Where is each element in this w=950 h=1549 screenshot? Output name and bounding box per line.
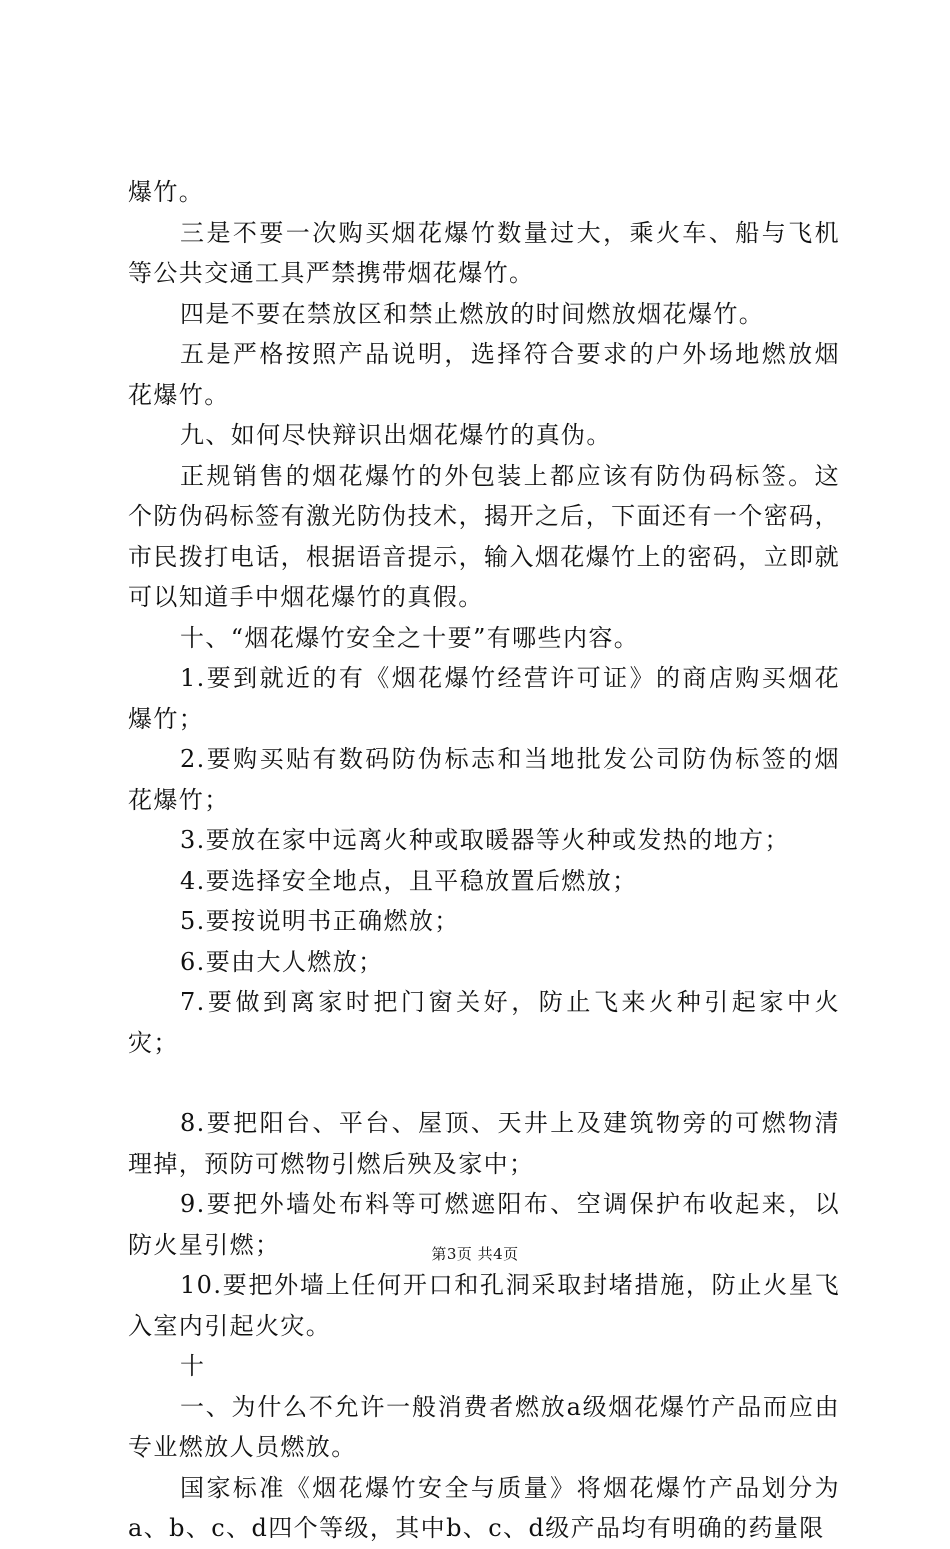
list-item-8: 8.要把阳台、平台、屋顶、天井上及建筑物旁的可燃物清理掉，预防可燃物引燃后殃及家中； xyxy=(128,1109,840,1178)
section-heading-ten: 十、“烟花爆竹安全之十要”有哪些内容。 xyxy=(180,623,640,652)
list-item-9: 9.要把外墙处布料等可燃遮阳布、空调保护布收起来，以防火星引燃； xyxy=(128,1190,840,1259)
paragraph-anti-counterfeit: 正规销售的烟花爆竹的外包装上都应该有防伪码标签。这个防伪码标签有激光防伪技术，揭开之后，下面还有一个密码，市民拨打电话，根据语音提示，输入烟花爆竹上的密码，立即就可以知道手中烟花爆竹的真假。 xyxy=(128,461,840,611)
section-heading-eleven-part-2: 一、为什么不允许一般消费者燃放a级烟花爆竹产品而应由专业燃放人员燃放。 xyxy=(128,1392,840,1461)
list-item-5: 5.要按说明书正确燃放； xyxy=(180,907,460,935)
section-heading-eleven-part-1: 十 xyxy=(180,1352,206,1380)
list-item-10: 10.要把外墙上任何开口和孔洞采取封堵措施，防止火星飞入室内引起火灾。 xyxy=(128,1271,840,1340)
list-item-7: 7.要做到离家时把门窗关好，防止飞来火种引起家中火灾； xyxy=(128,988,840,1057)
list-item-2: 2.要购买贴有数码防伪标志和当地批发公司防伪标签的烟花爆竹； xyxy=(128,745,840,814)
paragraph-item-four: 四是不要在禁放区和禁止燃放的时间燃放烟花爆竹。 xyxy=(180,299,765,328)
paragraph-national-standard: 国家标准《烟花爆竹安全与质量》将烟花爆竹产品划分为a、b、c、d四个等级，其中b、c、d级产品均有明确的药量限 xyxy=(128,1473,840,1542)
page-number-footer: 第3页 共4页 xyxy=(431,1245,519,1263)
list-item-4: 4.要选择安全地点，且平稳放置后燃放； xyxy=(180,866,638,895)
list-item-1: 1.要到就近的有《烟花爆竹经营许可证》的商店购买烟花爆竹； xyxy=(128,664,840,733)
paragraph-item-three: 三是不要一次购买烟花爆竹数量过大，乘火车、船与飞机等公共交通工具严禁携带烟花爆竹。 xyxy=(128,218,840,287)
section-heading-nine: 九、如何尽快辩识出烟花爆竹的真伪。 xyxy=(180,421,612,449)
list-item-6: 6.要由大人燃放； xyxy=(180,947,384,976)
list-item-3: 3.要放在家中远离火种或取暖器等火种或发热的地方； xyxy=(180,826,790,854)
document-body xyxy=(128,172,840,1549)
paragraph-continuation: 爆竹。 xyxy=(128,178,205,206)
blank-line xyxy=(128,1063,840,1103)
paragraph-item-five: 五是严格按照产品说明，选择符合要求的户外场地燃放烟花爆竹。 xyxy=(128,340,840,409)
